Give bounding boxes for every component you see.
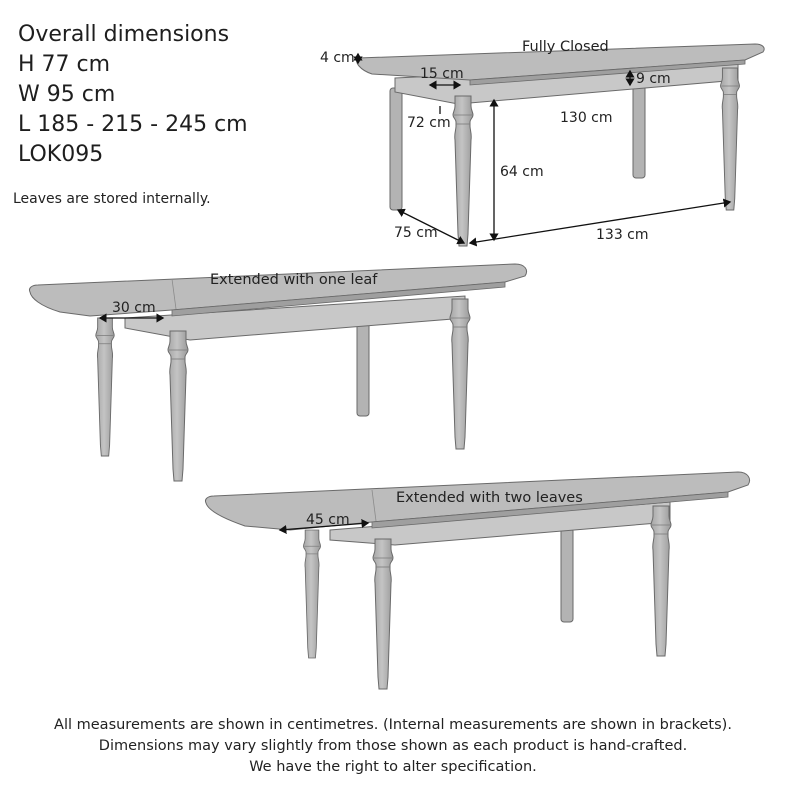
closed-front-leg-left bbox=[453, 96, 473, 246]
one-leaf-caption: Extended with one leaf bbox=[210, 272, 378, 288]
length-spec: L 185 - 215 - 245 cm bbox=[18, 112, 248, 137]
one-leaf-front-leg-right bbox=[450, 299, 470, 449]
two-leaves-caption: Extended with two leaves bbox=[396, 490, 583, 506]
two-leaves-label: 45 cm bbox=[306, 512, 350, 528]
height-spec: H 77 cm bbox=[18, 52, 111, 77]
closed-under-apron-label: 72 cm bbox=[407, 115, 451, 131]
one-leaf-table bbox=[29, 264, 526, 481]
closed-back-leg-left bbox=[390, 88, 402, 210]
one-leaf-back-leg-right bbox=[357, 318, 369, 416]
one-leaf-front-leg-left bbox=[168, 331, 188, 481]
closed-top-thickness-label: 4 cm bbox=[320, 50, 355, 66]
closed-inner-length-label: 130 cm bbox=[560, 110, 613, 126]
closed-front-leg-right bbox=[721, 68, 740, 210]
closed-overhang-label: 15 cm bbox=[420, 66, 464, 82]
closed-depth-label: 75 cm bbox=[394, 225, 438, 241]
width-spec: W 95 cm bbox=[18, 82, 116, 107]
closed-apron-label: 9 cm bbox=[636, 71, 671, 87]
product-code: LOK095 bbox=[18, 142, 104, 167]
closed-leg-span-label: 133 cm bbox=[596, 227, 649, 243]
closed-leg-height-label: 64 cm bbox=[500, 164, 544, 180]
closed-table bbox=[357, 44, 764, 246]
one-leaf-back-leg-left bbox=[96, 318, 114, 456]
overall-dimensions-heading: Overall dimensions bbox=[18, 22, 230, 47]
two-leaves-front-leg-right bbox=[651, 506, 671, 656]
closed-back-leg-right bbox=[633, 82, 645, 178]
closed-caption: Fully Closed bbox=[522, 39, 609, 55]
two-leaves-back-leg-left bbox=[303, 530, 320, 658]
footer-line-2: Dimensions may vary slightly from those shown as each product is hand-crafted. bbox=[98, 738, 688, 754]
two-leaves-front-leg-left bbox=[373, 539, 393, 689]
footer-line-1: All measurements are shown in centimetres. (Internal measurements are shown in brackets). bbox=[54, 717, 732, 733]
leaves-storage-note: Leaves are stored internally. bbox=[13, 191, 211, 207]
two-leaves-back-leg-right bbox=[561, 528, 573, 622]
footer-line-3: We have the right to alter specification. bbox=[249, 759, 537, 775]
one-leaf-label: 30 cm bbox=[112, 300, 156, 316]
